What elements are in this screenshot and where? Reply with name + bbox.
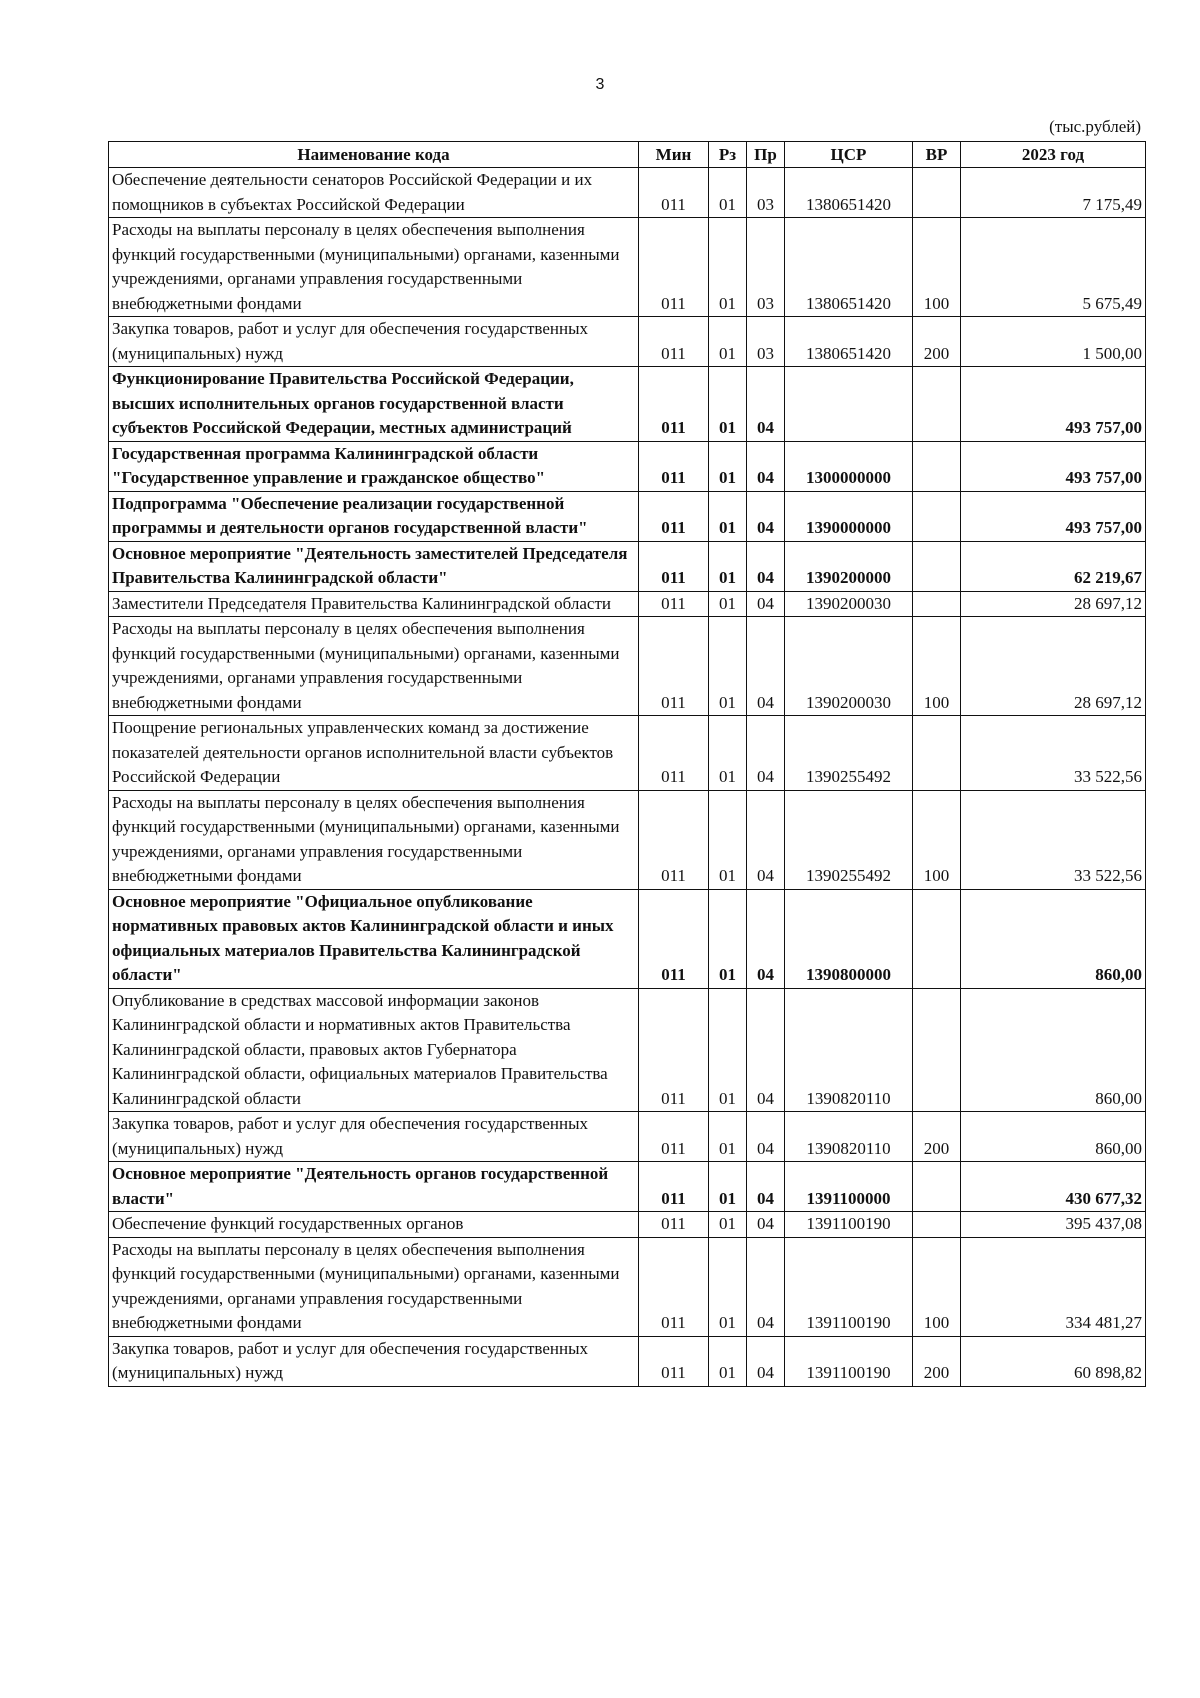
row-rz: 01 (709, 218, 747, 317)
row-csr: 1380651420 (785, 317, 913, 367)
row-pr: 04 (747, 1237, 785, 1336)
header-name: Наименование кода (109, 142, 639, 168)
row-pr: 04 (747, 790, 785, 889)
table-row (109, 317, 1146, 367)
row-rz: 01 (709, 1112, 747, 1162)
row-name: Опубликование в средствах массовой информации законов Калининградской области и нормативных актов Правительства Калининградской области, правовых актов Губернатора Калининградской области, официальных материалов Правительства Калининградской области (109, 988, 639, 1112)
row-vr (913, 716, 961, 791)
row-vr: 200 (913, 1336, 961, 1386)
table-row (109, 790, 1146, 889)
table-row (109, 541, 1146, 591)
row-name: Обеспечение деятельности сенаторов Российской Федерации и их помощников в субъектах Российской Федерации (109, 168, 639, 218)
units-label: (тыс.рублей) (1049, 117, 1141, 136)
row-name: Расходы на выплаты персоналу в целях обеспечения выполнения функций государственными (муниципальными) органами, казенными учреждениями, органами управления государственными внебюджетными фондами (109, 1237, 639, 1336)
row-pr: 04 (747, 591, 785, 617)
row-pr: 04 (747, 491, 785, 541)
row-vr (913, 988, 961, 1112)
table-row (109, 491, 1146, 541)
header-row (109, 142, 1146, 168)
row-amount: 860,00 (961, 988, 1146, 1112)
row-amount: 28 697,12 (961, 617, 1146, 716)
row-pr: 04 (747, 988, 785, 1112)
table-row (109, 1336, 1146, 1386)
header-csr: ЦСР (785, 142, 913, 168)
row-vr (913, 1212, 961, 1238)
row-vr (913, 591, 961, 617)
row-amount: 860,00 (961, 889, 1146, 988)
row-rz: 01 (709, 168, 747, 218)
row-min: 011 (639, 1112, 709, 1162)
row-min: 011 (639, 1336, 709, 1386)
row-amount: 62 219,67 (961, 541, 1146, 591)
row-min: 011 (639, 889, 709, 988)
row-vr (913, 441, 961, 491)
table-row (109, 617, 1146, 716)
row-csr: 1390200000 (785, 541, 913, 591)
header-vr: ВР (913, 142, 961, 168)
row-name: Поощрение региональных управленческих команд за достижение показателей деятельности органов исполнительной власти субъектов Российской Федерации (109, 716, 639, 791)
row-csr: 1390255492 (785, 790, 913, 889)
table-row (109, 1162, 1146, 1212)
row-amount: 60 898,82 (961, 1336, 1146, 1386)
row-min: 011 (639, 491, 709, 541)
row-name: Основное мероприятие "Официальное опубликование нормативных правовых актов Калининградской области и иных официальных материалов Правительства Калининградской области" (109, 889, 639, 988)
row-amount: 860,00 (961, 1112, 1146, 1162)
row-rz: 01 (709, 1237, 747, 1336)
header-year: 2023 год (961, 142, 1146, 168)
row-vr (913, 367, 961, 442)
row-csr: 1390255492 (785, 716, 913, 791)
row-pr: 04 (747, 1336, 785, 1386)
row-pr: 03 (747, 168, 785, 218)
row-name: Основное мероприятие "Деятельность органов государственной власти" (109, 1162, 639, 1212)
row-min: 011 (639, 716, 709, 791)
table-row (109, 716, 1146, 791)
row-name: Расходы на выплаты персоналу в целях обеспечения выполнения функций государственными (муниципальными) органами, казенными учреждениями, органами управления государственными внебюджетными фондами (109, 790, 639, 889)
row-amount: 7 175,49 (961, 168, 1146, 218)
row-min: 011 (639, 541, 709, 591)
row-amount: 493 757,00 (961, 367, 1146, 442)
row-pr: 03 (747, 317, 785, 367)
row-name: Закупка товаров, работ и услуг для обеспечения государственных (муниципальных) нужд (109, 1112, 639, 1162)
row-csr: 1390820110 (785, 1112, 913, 1162)
row-rz: 01 (709, 541, 747, 591)
row-amount: 493 757,00 (961, 441, 1146, 491)
table-row (109, 441, 1146, 491)
row-min: 011 (639, 1162, 709, 1212)
row-amount: 33 522,56 (961, 716, 1146, 791)
row-min: 011 (639, 367, 709, 442)
row-rz: 01 (709, 889, 747, 988)
row-rz: 01 (709, 716, 747, 791)
row-min: 011 (639, 617, 709, 716)
header-pr: Пр (747, 142, 785, 168)
row-name: Подпрограмма "Обеспечение реализации государственной программы и деятельности органов государственной власти" (109, 491, 639, 541)
row-csr: 1391100000 (785, 1162, 913, 1212)
row-vr (913, 168, 961, 218)
row-pr: 04 (747, 716, 785, 791)
row-csr: 1390200030 (785, 617, 913, 716)
header-rz: Рз (709, 142, 747, 168)
row-pr: 03 (747, 218, 785, 317)
row-rz: 01 (709, 367, 747, 442)
row-csr: 1390000000 (785, 491, 913, 541)
table-row (109, 367, 1146, 442)
row-min: 011 (639, 168, 709, 218)
row-rz: 01 (709, 591, 747, 617)
row-min: 011 (639, 317, 709, 367)
row-vr: 100 (913, 218, 961, 317)
row-csr (785, 367, 913, 442)
row-vr (913, 1162, 961, 1212)
row-min: 011 (639, 591, 709, 617)
table-row (109, 988, 1146, 1112)
row-csr: 1391100190 (785, 1336, 913, 1386)
row-name: Расходы на выплаты персоналу в целях обеспечения выполнения функций государственными (муниципальными) органами, казенными учреждениями, органами управления государственными внебюджетными фондами (109, 218, 639, 317)
row-rz: 01 (709, 1336, 747, 1386)
row-name: Функционирование Правительства Российской Федерации, высших исполнительных органов государственной власти субъектов Российской Федерации, местных администраций (109, 367, 639, 442)
row-amount: 430 677,32 (961, 1162, 1146, 1212)
row-rz: 01 (709, 790, 747, 889)
row-min: 011 (639, 1212, 709, 1238)
row-rz: 01 (709, 617, 747, 716)
row-rz: 01 (709, 317, 747, 367)
row-amount: 334 481,27 (961, 1237, 1146, 1336)
row-amount: 28 697,12 (961, 591, 1146, 617)
row-name: Основное мероприятие "Деятельность заместителей Председателя Правительства Калининградской области" (109, 541, 639, 591)
row-rz: 01 (709, 1162, 747, 1212)
row-csr: 1380651420 (785, 168, 913, 218)
row-amount: 493 757,00 (961, 491, 1146, 541)
page-number: 3 (595, 76, 605, 93)
row-amount: 1 500,00 (961, 317, 1146, 367)
row-min: 011 (639, 441, 709, 491)
row-name: Закупка товаров, работ и услуг для обеспечения государственных (муниципальных) нужд (109, 1336, 639, 1386)
row-amount: 33 522,56 (961, 790, 1146, 889)
row-pr: 04 (747, 367, 785, 442)
row-pr: 04 (747, 617, 785, 716)
row-pr: 04 (747, 1162, 785, 1212)
row-name: Закупка товаров, работ и услуг для обеспечения государственных (муниципальных) нужд (109, 317, 639, 367)
row-name: Государственная программа Калининградской области "Государственное управление и гражданское общество" (109, 441, 639, 491)
row-amount: 5 675,49 (961, 218, 1146, 317)
row-csr: 1390800000 (785, 889, 913, 988)
row-csr: 1391100190 (785, 1212, 913, 1238)
table-row (109, 168, 1146, 218)
table-row (109, 591, 1146, 617)
row-pr: 04 (747, 541, 785, 591)
row-min: 011 (639, 218, 709, 317)
row-vr (913, 541, 961, 591)
header-min: Мин (639, 142, 709, 168)
row-name: Обеспечение функций государственных органов (109, 1212, 639, 1238)
row-vr: 100 (913, 1237, 961, 1336)
row-min: 011 (639, 790, 709, 889)
table-row (109, 889, 1146, 988)
row-rz: 01 (709, 1212, 747, 1238)
row-rz: 01 (709, 988, 747, 1112)
row-min: 011 (639, 988, 709, 1112)
row-csr: 1390820110 (785, 988, 913, 1112)
row-csr: 1390200030 (785, 591, 913, 617)
row-pr: 04 (747, 1112, 785, 1162)
row-vr: 100 (913, 790, 961, 889)
row-name: Заместители Председателя Правительства Калининградской области (109, 591, 639, 617)
row-pr: 04 (747, 441, 785, 491)
table-row (109, 218, 1146, 317)
budget-table (108, 141, 1146, 1387)
row-rz: 01 (709, 441, 747, 491)
row-vr (913, 491, 961, 541)
row-vr: 200 (913, 317, 961, 367)
row-vr: 100 (913, 617, 961, 716)
table-row (109, 1212, 1146, 1238)
table-row (109, 1237, 1146, 1336)
table-body (109, 168, 1146, 1387)
row-amount: 395 437,08 (961, 1212, 1146, 1238)
row-vr: 200 (913, 1112, 961, 1162)
row-rz: 01 (709, 491, 747, 541)
row-vr (913, 889, 961, 988)
row-csr: 1391100190 (785, 1237, 913, 1336)
row-csr: 1300000000 (785, 441, 913, 491)
row-csr: 1380651420 (785, 218, 913, 317)
row-pr: 04 (747, 889, 785, 988)
row-min: 011 (639, 1237, 709, 1336)
table-row (109, 1112, 1146, 1162)
row-name: Расходы на выплаты персоналу в целях обеспечения выполнения функций государственными (муниципальными) органами, казенными учреждениями, органами управления государственными внебюджетными фондами (109, 617, 639, 716)
row-pr: 04 (747, 1212, 785, 1238)
